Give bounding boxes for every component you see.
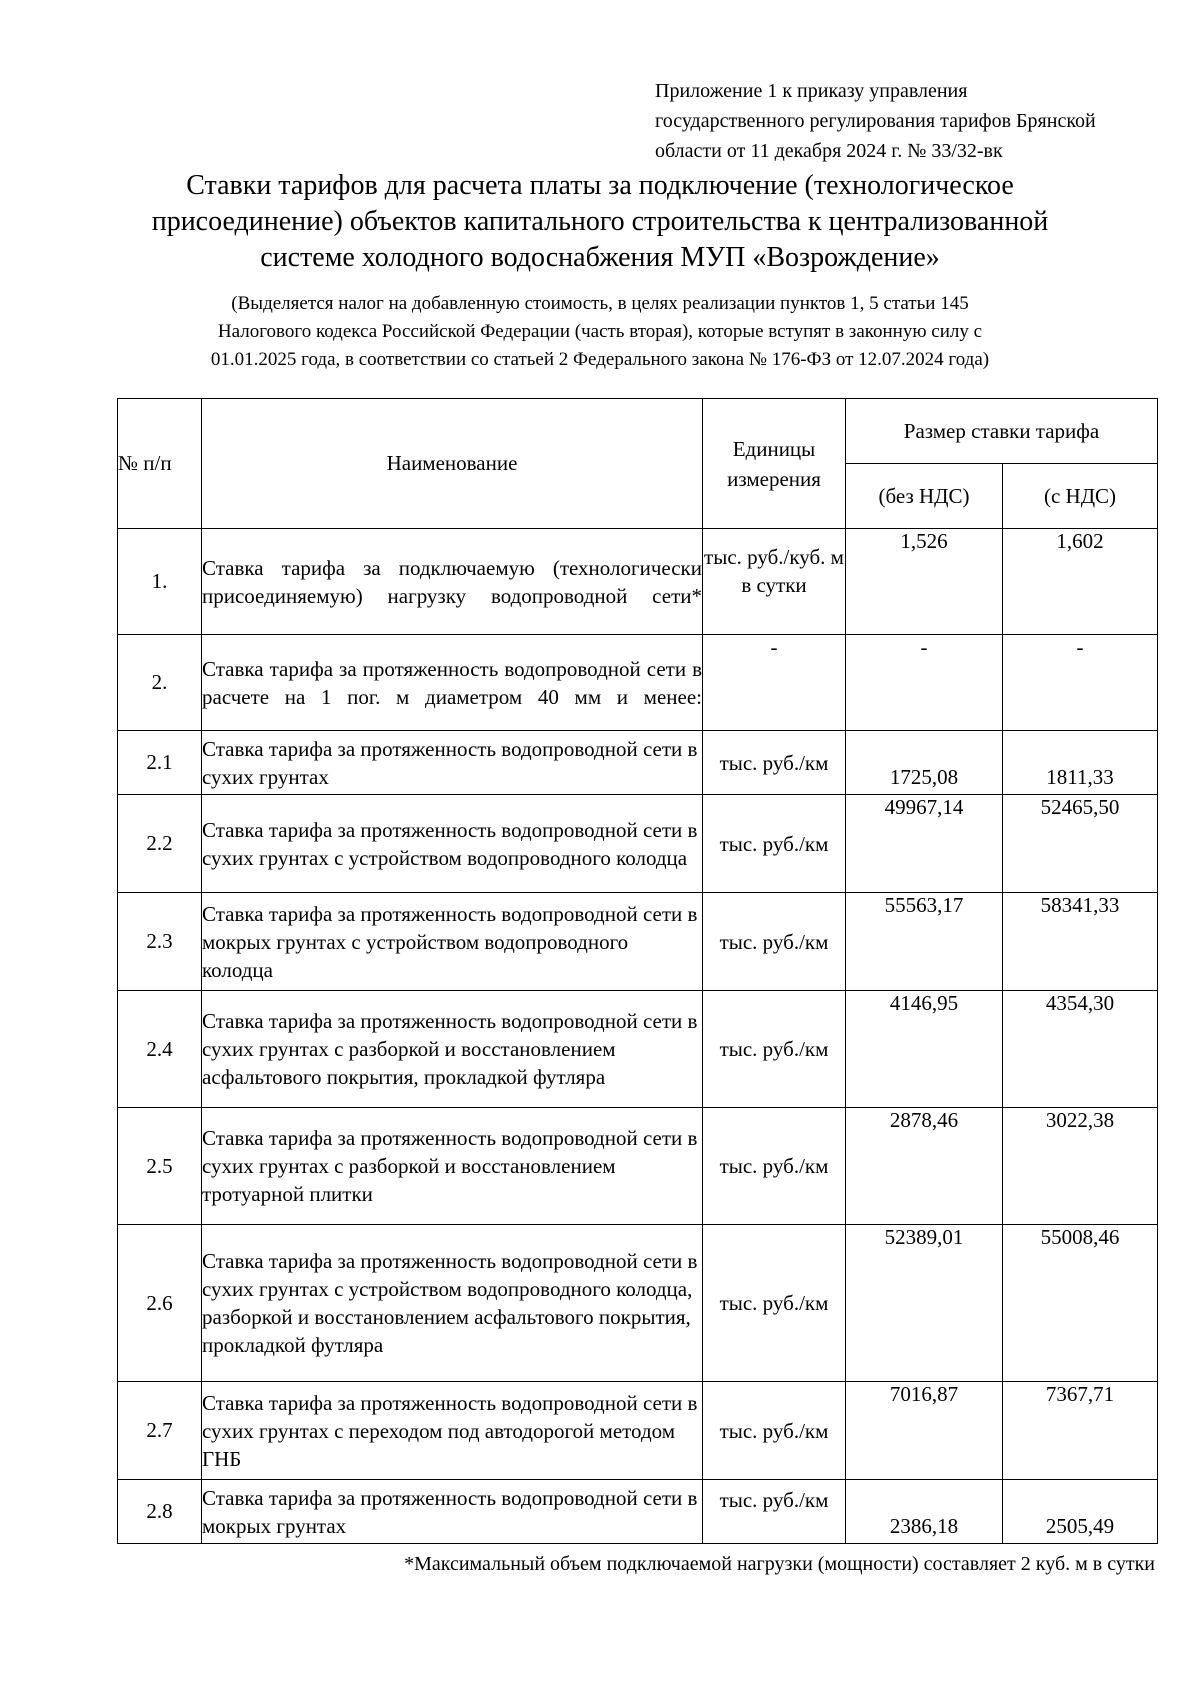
title-line-2: присоединение) объектов капитального строительства к централизованной (151, 206, 1049, 237)
table-row (118, 529, 1158, 635)
row-without-vat: 4146,95 (846, 991, 1003, 1108)
row-num: 1. (118, 529, 202, 635)
row-num: 2.5 (118, 1108, 202, 1225)
row-unit: тыс. руб./км (703, 1382, 846, 1480)
row-unit: тыс. руб./км (703, 1225, 846, 1382)
row-name: Ставка тарифа за протяженность водопроводной сети в сухих грунтах с разборкой и восстановлением асфальтового покрытия, прокладкой футляра (202, 991, 703, 1108)
row-name: Ставка тарифа за протяженность водопроводной сети в сухих грунтах с переходом под автодорогой методом ГНБ (202, 1382, 703, 1480)
row-num: 2.8 (118, 1480, 202, 1544)
table-row (118, 731, 1158, 795)
row-name: Ставка тарифа за протяженность водопроводной сети в сухих грунтах с устройством водопроводного колодца (202, 795, 703, 893)
table-row (118, 635, 1158, 731)
table-row (118, 1382, 1158, 1480)
appendix-line-1: Приложение 1 к приказу управления (655, 80, 968, 102)
row-name: Ставка тарифа за протяженность водопроводной сети в расчете на 1 пог. м диаметром 40 мм и менее: (202, 635, 703, 731)
row-unit: тыс. руб./км (703, 795, 846, 893)
header-rate: Размер ставки тарифа (846, 399, 1158, 464)
title-line-3: системе холодного водоснабжения МУП «Возрождение» (260, 242, 940, 273)
tariff-table (117, 398, 1158, 1544)
row-unit: тыс. руб./км (703, 1108, 846, 1225)
table-row (118, 1480, 1158, 1544)
row-unit: тыс. руб./км (703, 991, 846, 1108)
row-without-vat: 1725,08 (846, 731, 1003, 795)
row-num: 2.6 (118, 1225, 202, 1382)
row-unit: тыс. руб./км (703, 731, 846, 795)
row-without-vat: 49967,14 (846, 795, 1003, 893)
table-row (118, 893, 1158, 991)
note-line-1: (Выделяется налог на добавленную стоимость, в целях реализации пунктов 1, 5 статьи 145 (231, 293, 969, 314)
row-name: Ставка тарифа за подключаемую (технологически присоединяемую) нагрузку водопроводной сети* (202, 529, 703, 635)
row-with-vat: 1,602 (1003, 529, 1158, 635)
row-num: 2.2 (118, 795, 202, 893)
header-num: № п/п (118, 399, 202, 529)
table-row (118, 1108, 1158, 1225)
row-with-vat: 7367,71 (1003, 1382, 1158, 1480)
row-without-vat: 1,526 (846, 529, 1003, 635)
row-with-vat: 52465,50 (1003, 795, 1158, 893)
row-unit: тыс. руб./куб. м в сутки (703, 529, 846, 635)
row-with-vat: 1811,33 (1003, 731, 1158, 795)
row-num: 2.4 (118, 991, 202, 1108)
note-line-3: 01.01.2025 года, в соответствии со статьей 2 Федерального закона № 176-ФЗ от 12.07.2024 года) (210, 349, 990, 370)
row-name: Ставка тарифа за протяженность водопроводной сети в сухих грунтах с устройством водопроводного колодца, разборкой и восстановлением асфальтового покрытия, прокладкой футляра (202, 1225, 703, 1382)
row-with-vat: 3022,38 (1003, 1108, 1158, 1225)
header-with-vat: (с НДС) (1003, 464, 1158, 529)
row-unit: тыс. руб./км (703, 893, 846, 991)
header-unit: Единицы измерения (703, 399, 846, 529)
row-num: 2. (118, 635, 202, 731)
footnote: *Максимальный объем подключаемой нагрузки (мощности) составляет 2 куб. м в сутки (404, 1553, 1155, 1575)
document-title (120, 168, 1080, 276)
row-without-vat: 52389,01 (846, 1225, 1003, 1382)
appendix-note (655, 76, 1175, 166)
row-num: 2.3 (118, 893, 202, 991)
row-with-vat: 55008,46 (1003, 1225, 1158, 1382)
header-without-vat: (без НДС) (846, 464, 1003, 529)
header-name: Наименование (202, 399, 703, 529)
row-name: Ставка тарифа за протяженность водопроводной сети в сухих грунтах с разборкой и восстановлением тротуарной плитки (202, 1108, 703, 1225)
row-name: Ставка тарифа за протяженность водопроводной сети в сухих грунтах (202, 731, 703, 795)
appendix-line-2: государственного регулирования тарифов Брянской (655, 110, 1096, 132)
row-without-vat: 2878,46 (846, 1108, 1003, 1225)
table-row (118, 991, 1158, 1108)
note-line-2: Налогового кодекса Российской Федерации (часть вторая), которые вступят в законную силу с (217, 321, 983, 342)
title-line-1: Ставки тарифов для расчета платы за подключение (технологическое (186, 170, 1014, 201)
row-unit: тыс. руб./км (703, 1480, 846, 1544)
row-with-vat: 58341,33 (1003, 893, 1158, 991)
row-name: Ставка тарифа за протяженность водопроводной сети в мокрых грунтах с устройством водопроводного колодца (202, 893, 703, 991)
table-row (118, 795, 1158, 893)
row-without-vat: - (846, 635, 1003, 731)
row-without-vat: 55563,17 (846, 893, 1003, 991)
row-with-vat: - (1003, 635, 1158, 731)
row-unit: - (703, 635, 846, 731)
row-num: 2.7 (118, 1382, 202, 1480)
row-with-vat: 4354,30 (1003, 991, 1158, 1108)
vat-note (120, 290, 1080, 374)
appendix-line-3: области от 11 декабря 2024 г. № 33/32-вк (655, 140, 1003, 162)
row-without-vat: 7016,87 (846, 1382, 1003, 1480)
row-without-vat: 2386,18 (846, 1480, 1003, 1544)
row-num: 2.1 (118, 731, 202, 795)
table-row (118, 1225, 1158, 1382)
row-name: Ставка тарифа за протяженность водопроводной сети в мокрых грунтах (202, 1480, 703, 1544)
row-with-vat: 2505,49 (1003, 1480, 1158, 1544)
